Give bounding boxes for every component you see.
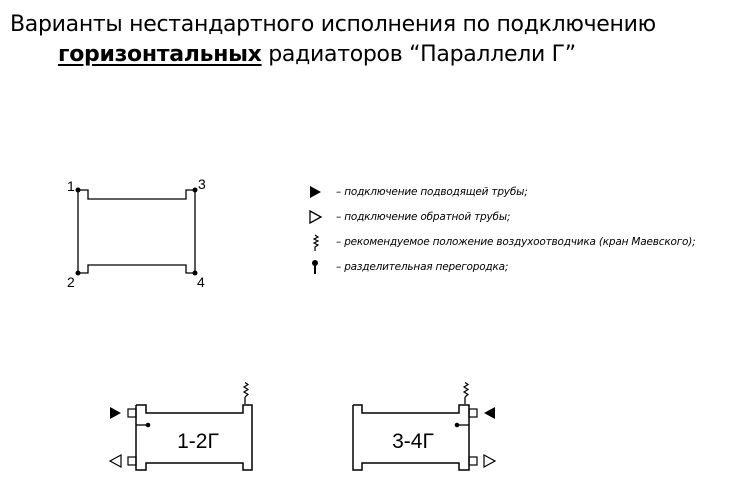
legend-text-supply: – подключение подводящей трубы; — [336, 186, 528, 198]
scheme-outline — [78, 190, 195, 273]
connection-point-3 — [193, 188, 198, 193]
legend-text-return: – подключение обратной трубы; — [336, 211, 511, 223]
filled-triangle-icon — [110, 407, 121, 419]
filled-triangle-icon — [484, 407, 495, 419]
variant-3-4-diagram — [353, 383, 495, 471]
legend — [306, 180, 731, 280]
point-label-4: 4 — [197, 274, 205, 290]
legend-item-air-vent — [306, 230, 731, 255]
point-label-1: 1 — [67, 178, 75, 194]
partition-icon — [306, 257, 326, 277]
legend-text-partition: – разделительная перегородка; — [336, 261, 509, 273]
point-label-2: 2 — [67, 274, 75, 290]
partition-icon — [146, 423, 151, 428]
title-line-1: Варианты нестандартного исполнения по подключению — [10, 12, 656, 37]
air-vent-icon — [464, 383, 468, 398]
point-label-3: 3 — [198, 176, 206, 192]
return-nipple-1-2 — [128, 457, 136, 465]
connection-scheme — [78, 190, 195, 273]
scheme-connection-points — [76, 188, 198, 276]
legend-item-supply — [306, 180, 731, 205]
title-emphasis: горизонтальных — [58, 42, 262, 67]
return-nipple-3-4 — [469, 457, 477, 465]
outline-triangle-icon — [306, 207, 326, 227]
variant-1-2-diagram — [110, 383, 252, 471]
outline-triangle-icon — [110, 455, 121, 467]
filled-triangle-icon — [306, 182, 326, 202]
legend-item-partition — [306, 255, 731, 280]
variant-label: 1-2Г — [177, 430, 219, 453]
partition-icon — [455, 423, 460, 428]
title-rest: радиаторов “Параллели Г” — [261, 42, 576, 67]
connection-point-1 — [76, 188, 81, 193]
connection-point-2 — [76, 271, 81, 276]
air-vent-icon — [244, 383, 248, 398]
supply-nipple-1-2 — [128, 409, 136, 417]
outline-triangle-icon — [484, 455, 495, 467]
variant-label: 3-4Г — [392, 430, 434, 453]
legend-text-air-vent: – рекомендуемое положение воздухоотводчика (кран Маевского); — [336, 236, 696, 248]
air-vent-icon — [306, 232, 326, 252]
supply-nipple-3-4 — [469, 409, 477, 417]
legend-item-return — [306, 205, 731, 230]
